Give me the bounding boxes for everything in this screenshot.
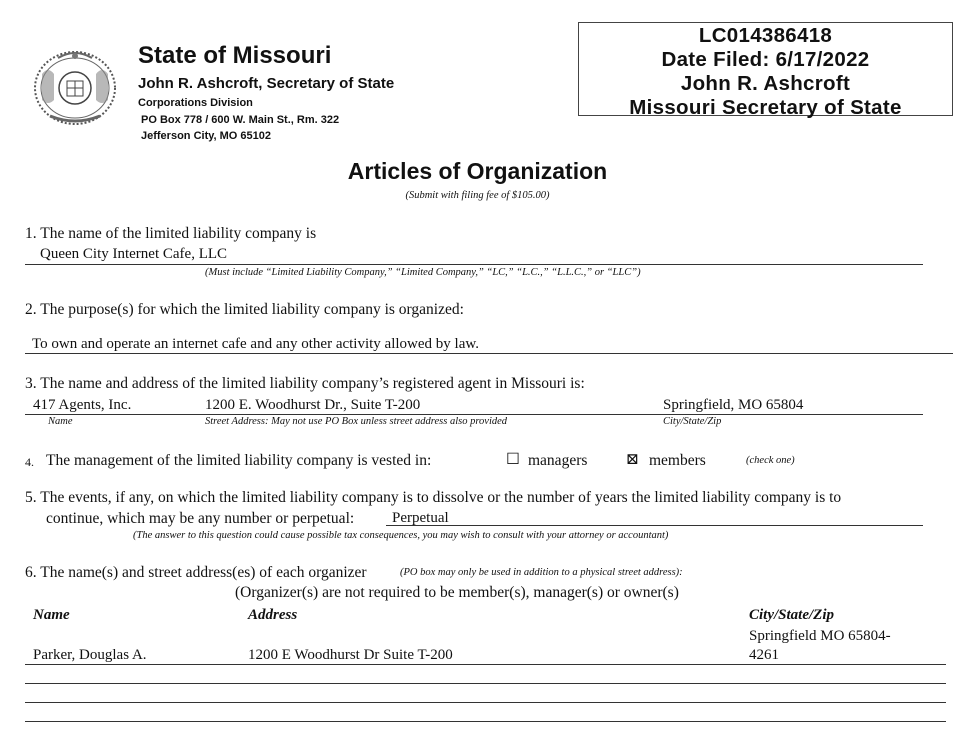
- page-title: Articles of Organization: [347, 158, 608, 184]
- organizer-row-line-2: [25, 683, 946, 684]
- q4-hint: (check one): [746, 455, 795, 466]
- managers-checkbox[interactable]: ☐: [506, 451, 520, 468]
- q5-hint: (The answer to this question could cause possible tax consequences, you may wish to consult with your attorney or accountant): [133, 530, 669, 541]
- q4-number: 4.: [25, 455, 34, 469]
- q6-note: (Organizer(s) are not required to be member(s), manager(s) or owner(s): [235, 584, 679, 601]
- q5-answer: Perpetual: [392, 510, 449, 526]
- q3-answer-line: [25, 414, 923, 415]
- q1-hint: (Must include “Limited Liability Company,” “Limited Company,” “LC,” “L.C.,” “L.L.C.,” or “LLC”): [205, 267, 641, 278]
- q6-hint: (PO box may only be used in addition to a physical street address):: [400, 567, 683, 578]
- organizer-row-line-1: [25, 664, 946, 665]
- filing-number: LC014386418: [698, 24, 833, 47]
- q3-agent-city: Springfield, MO 65804: [663, 397, 804, 413]
- q2-question: 2. The purpose(s) for which the limited liability company is organized:: [25, 301, 464, 318]
- q3-question: 3. The name and address of the limited liability company’s registered agent in Missouri is:: [25, 375, 585, 392]
- q3-label-street: Street Address: May not use PO Box unless street address also provided: [205, 416, 508, 427]
- filing-date: Date Filed: 6/17/2022: [661, 48, 870, 71]
- q3-agent-name: 417 Agents, Inc.: [33, 397, 132, 413]
- q1-answer: Queen City Internet Cafe, LLC: [40, 246, 228, 262]
- col-header-city: City/State/Zip: [749, 607, 834, 623]
- organizer-row-line-3: [25, 702, 946, 703]
- q5-question-line2: continue, which may be any number or perpetual:: [46, 510, 355, 527]
- col-header-name: Name: [33, 607, 70, 623]
- filing-officer: John R. Ashcroft: [680, 72, 851, 95]
- members-label: members: [649, 452, 706, 469]
- header-address-line1: PO Box 778 / 600 W. Main St., Rm. 322: [141, 114, 340, 126]
- header-address-line2: Jefferson City, MO 65102: [141, 130, 272, 142]
- q2-answer-line: [25, 353, 953, 354]
- q3-agent-street: 1200 E. Woodhurst Dr., Suite T-200: [205, 397, 421, 413]
- q5-question-line1: 5. The events, if any, on which the limited liability company is to dissolve or the number of years the limited liability company is to: [25, 489, 842, 506]
- members-checkbox[interactable]: ⊠: [626, 451, 639, 468]
- q4-question: The management of the limited liability company is vested in:: [46, 452, 432, 469]
- organizer-address: 1200 E Woodhurst Dr Suite T-200: [248, 647, 453, 663]
- filing-stamp: [578, 22, 953, 119]
- organizer-city-line1: Springfield MO 65804-: [749, 628, 891, 644]
- managers-label: managers: [528, 452, 588, 469]
- col-header-address: Address: [248, 607, 298, 623]
- organizer-row-line-4: [25, 721, 946, 722]
- q6-question: 6. The name(s) and street address(es) of each organizer: [25, 564, 367, 581]
- q3-label-name: Name: [48, 416, 73, 427]
- header-state: State of Missouri: [138, 42, 332, 69]
- filing-office: Missouri Secretary of State: [629, 96, 902, 119]
- header-secretary: John R. Ashcroft, Secretary of State: [138, 75, 395, 92]
- q5-answer-line: [386, 525, 923, 526]
- header-division: Corporations Division: [138, 97, 253, 109]
- q3-label-city: City/State/Zip: [663, 416, 722, 427]
- missouri-state-seal: [28, 44, 122, 128]
- q1-answer-line: [25, 264, 923, 265]
- page-subtitle: (Submit with filing fee of $105.00): [405, 190, 550, 201]
- organizer-name: Parker, Douglas A.: [33, 647, 147, 663]
- organizer-city-line2: 4261: [749, 647, 779, 663]
- q1-question: 1. The name of the limited liability company is: [25, 225, 317, 242]
- q2-answer: To own and operate an internet cafe and any other activity allowed by law.: [32, 336, 479, 352]
